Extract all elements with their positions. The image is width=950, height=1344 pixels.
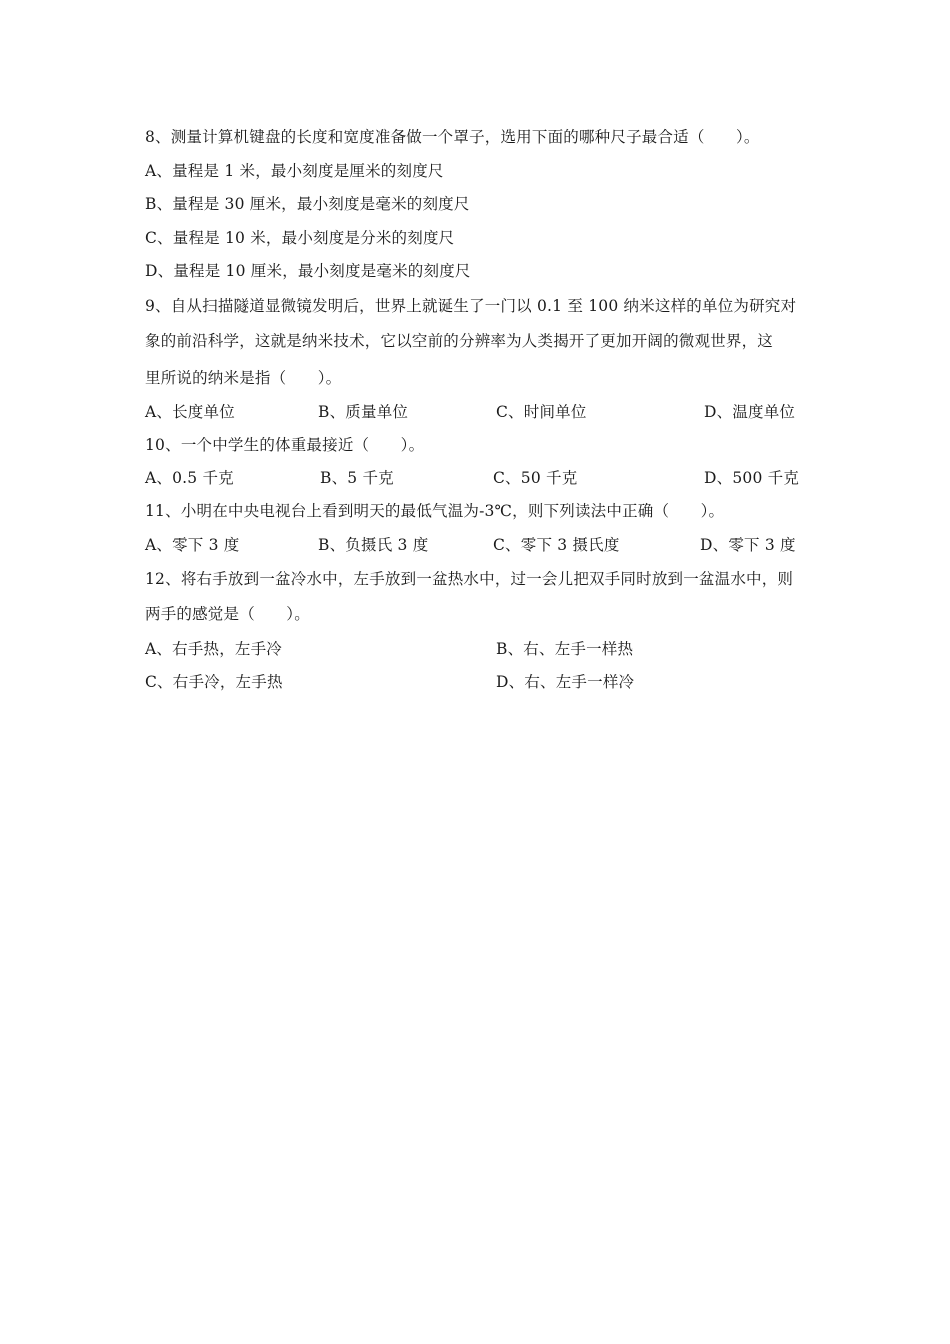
question-8-option-c: C、量程是 10 米，最小刻度是分米的刻度尺	[145, 229, 455, 247]
question-9-option-c: C、时间单位	[496, 403, 587, 421]
question-9-option-b: B、质量单位	[318, 403, 409, 421]
question-12-stem-line-1: 12、将右手放到一盆冷水中，左手放到一盆热水中，过一会儿把双手同时放到一盆温水中，则	[145, 570, 794, 588]
question-8-option-d: D、量程是 10 厘米，最小刻度是毫米的刻度尺	[145, 262, 471, 280]
question-12-stem-line-2: 两手的感觉是（ ）。	[145, 605, 310, 623]
question-8-option-a: A、量程是 1 米，最小刻度是厘米的刻度尺	[145, 162, 444, 180]
question-10-option-d: D、500 千克	[704, 469, 800, 487]
question-9-stem-line-3: 里所说的纳米是指（ ）。	[145, 369, 342, 387]
question-12-option-a: A、右手热，左手冷	[145, 640, 282, 658]
question-10-stem: 10、一个中学生的体重最接近（ ）。	[145, 436, 425, 454]
question-9-stem-line-1: 9、自从扫描隧道显微镜发明后，世界上就诞生了一门以 0.1 至 100 纳米这样的单位为研究对	[145, 297, 797, 315]
question-12-option-b: B、右、左手一样热	[496, 640, 634, 658]
question-11-option-d: D、零下 3 度	[700, 536, 796, 554]
question-8-stem: 8、测量计算机键盘的长度和宽度准备做一个罩子，选用下面的哪种尺子最合适（ ）。	[145, 128, 760, 146]
question-11-option-c: C、零下 3 摄氏度	[493, 536, 620, 554]
question-10-option-c: C、50 千克	[493, 469, 578, 487]
question-10-option-a: A、0.5 千克	[145, 469, 234, 487]
question-9-stem-line-2: 象的前沿科学，这就是纳米技术，它以空前的分辨率为人类揭开了更加开阔的微观世界，这	[145, 332, 774, 350]
question-12-option-c: C、右手冷，左手热	[145, 673, 283, 691]
question-11-stem: 11、小明在中央电视台上看到明天的最低气温为-3℃，则下列读法中正确（ ）。	[145, 502, 725, 520]
question-10-option-b: B、5 千克	[320, 469, 394, 487]
question-8-option-b: B、量程是 30 厘米，最小刻度是毫米的刻度尺	[145, 195, 470, 213]
question-9-option-a: A、长度单位	[145, 403, 235, 421]
question-11-option-b: B、负摄氏 3 度	[318, 536, 429, 554]
question-9-option-d: D、温度单位	[704, 403, 796, 421]
question-12-option-d: D、右、左手一样冷	[496, 673, 635, 691]
question-11-option-a: A、零下 3 度	[145, 536, 240, 554]
